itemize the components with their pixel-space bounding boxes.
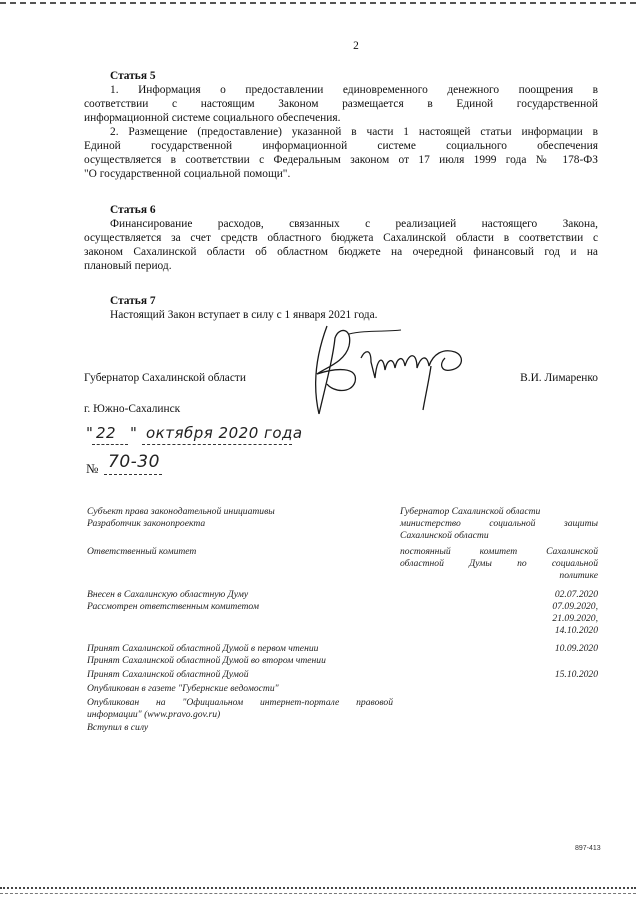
info-label-submitted: Внесен в Сахалинскую областную Думу xyxy=(87,589,249,600)
handwritten-day: 22 xyxy=(96,424,117,442)
info-date-submitted: 02.07.2020 xyxy=(554,589,598,600)
info-date-reviewed-1: 07.09.2020, xyxy=(552,601,598,612)
info-label-first-reading: Принят Сахалинской областной Думой в первом чтении xyxy=(87,643,319,654)
city: г. Южно-Сахалинск xyxy=(84,403,181,415)
article-5-p2-line2: Единой государственной информационной системе социального обеспечения xyxy=(84,140,598,152)
article-6-line4: плановый период. xyxy=(84,260,172,272)
info-label-published-portal-line2: информации" (www.pravo.gov.ru) xyxy=(87,709,221,720)
info-value-subject: Губернатор Сахалинской области xyxy=(400,506,541,517)
number-underline xyxy=(104,474,162,475)
info-label-subject: Субъект права законодательной инициативы xyxy=(87,506,275,517)
info-label-published-newspaper: Опубликован в газете "Губернские ведомости" xyxy=(87,683,279,694)
info-value-developer-line1: министерство социальной защиты xyxy=(400,518,598,529)
article-6-line1: Финансирование расходов, связанных с реализацией настоящего Закона, xyxy=(110,218,598,230)
article-5-p1-line3: информационной системе социального обеспечения. xyxy=(84,112,341,124)
handwritten-number: 70-30 xyxy=(108,452,160,472)
date-quote-open: " xyxy=(86,424,94,442)
day-underline xyxy=(92,444,128,445)
number-sign: № xyxy=(86,461,99,476)
article-7-heading: Статья 7 xyxy=(110,295,156,307)
info-value-developer-line2: Сахалинской области xyxy=(400,530,489,541)
article-5-heading: Статья 5 xyxy=(110,70,156,82)
signer-position: Губернатор Сахалинской области xyxy=(84,372,246,384)
info-label-adopted: Принят Сахалинской областной Думой xyxy=(87,669,249,680)
info-date-first-reading: 10.09.2020 xyxy=(554,643,598,654)
scan-edge-bottom-2 xyxy=(0,893,636,898)
info-date-adopted: 15.10.2020 xyxy=(554,669,598,680)
info-label-developer: Разработчик законопроекта xyxy=(87,518,206,529)
info-value-committee-line3: политике xyxy=(559,570,598,581)
info-label-second-reading: Принят Сахалинской областной Думой во втором чтении xyxy=(87,655,326,666)
info-label-committee: Ответственный комитет xyxy=(87,546,197,557)
info-label-published-portal-line1: Опубликован на "Официальном интернет-портале правовой xyxy=(87,697,393,708)
info-date-reviewed-3: 14.10.2020 xyxy=(554,625,598,636)
document-code: 897-413 xyxy=(575,845,601,852)
article-5-p1-line1: 1. Информация о предоставлении единовременного денежного поощрения в xyxy=(110,84,598,96)
info-date-reviewed-2: 21.09.2020, xyxy=(552,613,598,624)
scan-edge-top xyxy=(0,2,636,8)
page-number: 2 xyxy=(353,40,359,52)
info-label-in-force: Вступил в силу xyxy=(87,722,149,733)
article-6-heading: Статья 6 xyxy=(110,204,156,216)
info-label-reviewed: Рассмотрен ответственным комитетом xyxy=(87,601,259,612)
info-value-committee-line1: постоянный комитет Сахалинской xyxy=(400,546,598,557)
article-5-p2-line4: "О государственной социальной помощи". xyxy=(84,168,291,180)
article-5 xyxy=(84,69,598,181)
article-6-line2: осуществляется за счет средств областного бюджета Сахалинской области в соответствии с xyxy=(84,232,598,244)
article-5-p1-line2: соответствии с настоящим Законом размещается в Единой государственной xyxy=(84,98,598,110)
handwritten-month-year: октября 2020 года xyxy=(146,424,303,442)
signer-name: В.И. Лимаренко xyxy=(520,372,598,384)
article-6 xyxy=(84,203,598,273)
info-value-committee-line2: областной Думы по социальной xyxy=(400,558,598,569)
article-6-line3: законом Сахалинской области об областном бюджете на очередной финансовый год и на xyxy=(84,246,598,258)
month-underline xyxy=(142,444,292,445)
article-5-p2-line1: 2. Размещение (предоставление) указанной в части 1 настоящей статьи информации в xyxy=(110,126,598,138)
article-7-text: Настоящий Закон вступает в силу с 1 января 2021 года. xyxy=(110,309,378,321)
article-5-p2-line3: осуществляется в соответствии с Федеральным законом от 17 июля 1999 года № 178-ФЗ xyxy=(84,154,598,166)
governor-signature xyxy=(305,318,480,418)
date-quote-close: " xyxy=(130,424,138,442)
